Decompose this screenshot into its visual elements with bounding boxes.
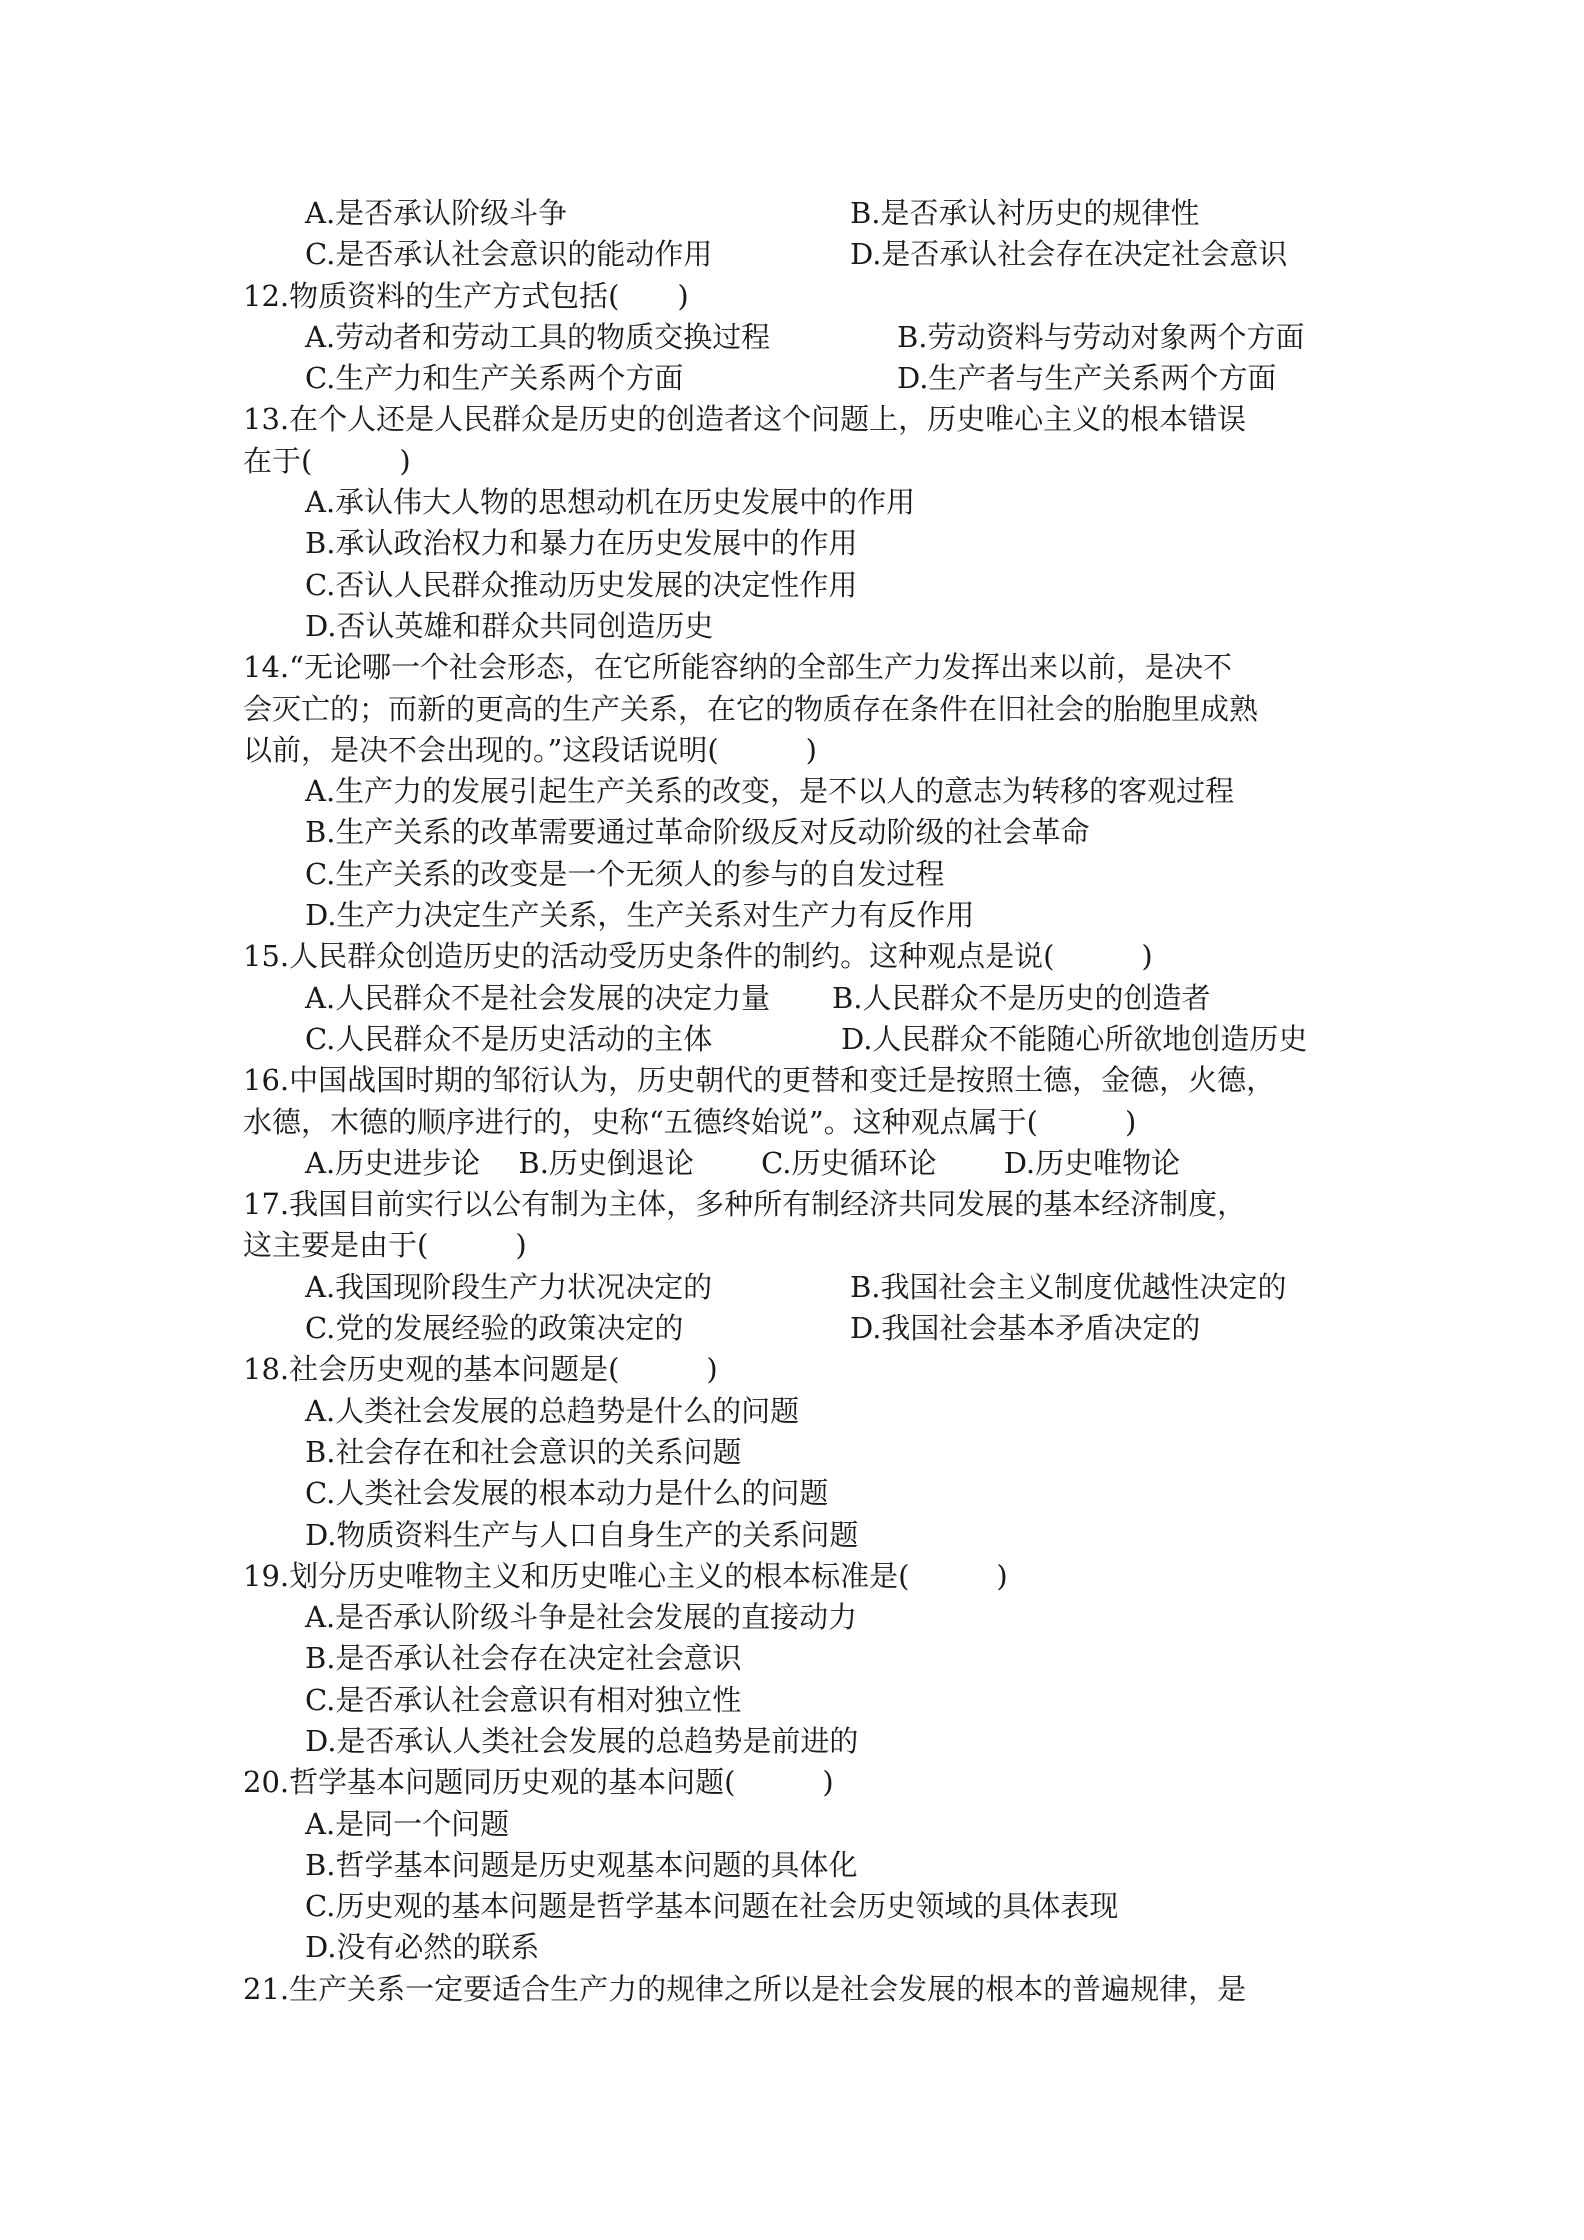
question-18-option-d: D.物质资料生产与人口自身生产的关系问题 [305,1517,859,1552]
question-18-option-c: C.人类社会发展的根本动力是什么的问题 [305,1476,829,1511]
option-a: A.人民群众不是社会发展的决定力量 [305,980,771,1015]
question-20-option-b: B.哲学基本问题是历史观基本问题的具体化 [305,1847,858,1882]
question-19-option-d: D.是否承认人类社会发展的总趋势是前进的 [305,1723,859,1758]
question-12-stem: 12.物质资料的生产方式包括( ) [243,278,689,313]
question-17-options-ab [0,1267,1584,1308]
question-13-option-b: B.承认政治权力和暴力在历史发展中的作用 [305,526,858,561]
question-12-options-ab [0,317,1584,358]
option-b: B.人民群众不是历史的创造者 [832,980,1211,1015]
question-20-option-a: A.是同一个问题 [305,1806,510,1841]
question-13-option-d: D.否认英雄和群众共同创造历史 [305,608,714,643]
option-a: A.是否承认阶级斗争 [305,196,568,230]
question-12-options-cd [0,358,1584,399]
question-17-options-cd [0,1308,1584,1349]
question-14-option-a: A.生产力的发展引起生产关系的改变，是不以人的意志为转移的客观过程 [305,774,1235,809]
option-d: D.人民群众不能随心所欲地创造历史 [841,1021,1308,1056]
option-b: B.劳动资料与劳动对象两个方面 [897,319,1305,354]
question-20-option-c: C.历史观的基本问题是哲学基本问题在社会历史领域的具体表现 [305,1889,1119,1924]
question-16-stem-line-1: 16.中国战国时期的邹衍认为，历史朝代的更替和变迁是按照土德，金德，火德， [243,1063,1276,1098]
question-19-option-a: A.是否承认阶级斗争是社会发展的直接动力 [305,1600,858,1635]
question-19-option-b: B.是否承认社会存在决定社会意识 [305,1641,742,1676]
question-19-option-c: C.是否承认社会意识有相对独立性 [305,1682,742,1717]
question-18-option-a: A.人类社会发展的总趋势是什么的问题 [305,1393,800,1428]
question-20-stem: 20.哲学基本问题同历史观的基本问题( ) [243,1765,834,1800]
question-16-options: A.历史进步论 B.历史倒退论 C.历史循环论 D.历史唯物论 [305,1145,1181,1180]
option-a: A.我国现阶段生产力状况决定的 [305,1269,713,1304]
option-c: C.是否承认社会意识的能动作用 [305,237,713,272]
option-c: C.人民群众不是历史活动的主体 [305,1021,713,1056]
option-d: D.是否承认社会存在决定社会意识 [850,237,1288,272]
question-17-stem-line-1: 17.我国目前实行以公有制为主体，多种所有制经济共同发展的基本经济制度， [243,1187,1247,1222]
question-14-option-b: B.生产关系的改革需要通过革命阶级反对反动阶级的社会革命 [305,815,1090,850]
question-18-stem: 18.社会历史观的基本问题是( ) [243,1352,718,1387]
question-16-stem-line-2: 水德，木德的顺序进行的，史称“五德终始说”。这种观点属于( ) [243,1104,1137,1139]
option-b: B.我国社会主义制度优越性决定的 [850,1269,1287,1304]
question-11-options-ab [0,193,1584,234]
question-20-option-d: D.没有必然的联系 [305,1930,540,1965]
question-13-option-a: A.承认伟大人物的思想动机在历史发展中的作用 [305,485,916,520]
question-13-stem-line-2: 在于( ) [243,443,411,478]
option-d: D.我国社会基本矛盾决定的 [850,1311,1201,1346]
option-a: A.劳动者和劳动工具的物质交换过程 [305,319,771,354]
question-15-options-ab [0,978,1584,1019]
question-15-stem: 15.人民群众创造历史的活动受历史条件的制约。这种观点是说( ) [243,939,1153,974]
option-c: C.党的发展经验的政策决定的 [305,1311,684,1346]
question-11-options-cd [0,234,1584,275]
question-14-option-d: D.生产力决定生产关系，生产关系对生产力有反作用 [305,898,975,933]
question-14-stem-line-3: 以前，是决不会出现的。”这段话说明( ) [243,732,817,767]
question-21-stem: 21.生产关系一定要适合生产力的规律之所以是社会发展的根本的普遍规律，是 [243,1971,1247,2006]
question-17-stem-line-2: 这主要是由于( ) [243,1228,527,1263]
question-list [0,193,1584,2010]
question-13-option-c: C.否认人民群众推动历史发展的决定性作用 [305,567,858,602]
question-14-stem-line-1: 14.“无论哪一个社会形态，在它所能容纳的全部生产力发挥出来以前，是决不 [243,650,1232,685]
question-14-option-c: C.生产关系的改变是一个无须人的参与的自发过程 [305,856,945,891]
question-18-option-b: B.社会存在和社会意识的关系问题 [305,1434,742,1469]
option-c: C.生产力和生产关系两个方面 [305,361,684,396]
question-19-stem: 19.划分历史唯物主义和历史唯心主义的根本标准是( ) [243,1558,1008,1593]
question-13-stem-line-1: 13.在个人还是人民群众是历史的创造者这个问题上，历史唯心主义的根本错误 [243,402,1247,437]
option-d: D.生产者与生产关系两个方面 [897,361,1277,396]
question-15-options-cd [0,1019,1584,1060]
question-14-stem-line-2: 会灭亡的；而新的更高的生产关系，在它的物质存在条件在旧社会的胎胞里成熟 [243,691,1259,726]
option-b: B.是否承认衬历史的规律性 [850,196,1200,230]
